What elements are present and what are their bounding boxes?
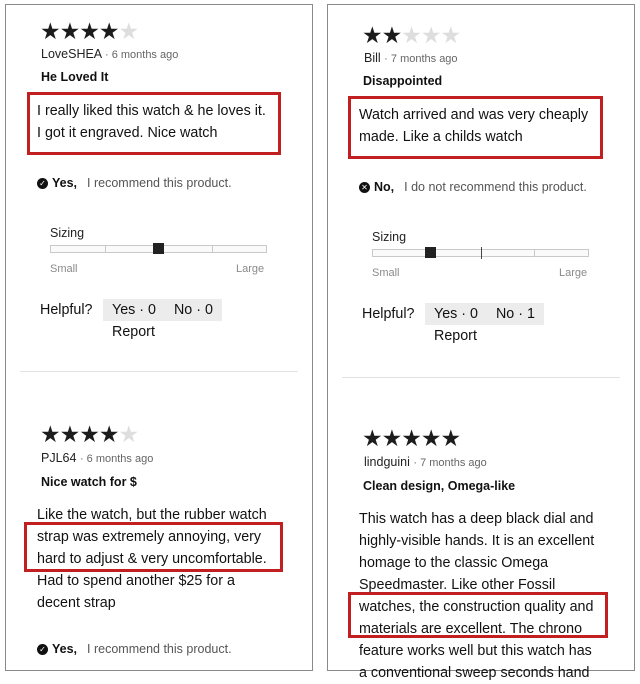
- star-filled-icon: ★: [401, 425, 421, 451]
- star-filled-icon: ★: [381, 22, 402, 48]
- highlight-box: [348, 592, 608, 638]
- star-empty-icon: ★: [440, 22, 461, 48]
- author-name[interactable]: LoveSHEA: [41, 47, 102, 61]
- star-empty-icon: ★: [401, 22, 421, 48]
- review-body-line: materials are excellent. The chrono: [359, 621, 583, 637]
- review-body-line: made. Like a childs watch: [359, 129, 523, 145]
- review-meta: Bill · 7 months ago: [364, 51, 458, 65]
- star-filled-icon: ★: [420, 425, 441, 451]
- star-empty-icon: ★: [118, 18, 139, 44]
- star-filled-icon: ★: [362, 22, 382, 48]
- sizing-max-label: Large: [236, 263, 265, 275]
- star-empty-icon: ★: [118, 421, 139, 447]
- star-rating: [362, 427, 460, 450]
- sizing-max-label: Large: [559, 267, 588, 279]
- vote-no-button[interactable]: No · 1: [495, 306, 535, 322]
- recommend-text: I recommend this product.: [87, 176, 232, 190]
- review-body-line: This watch has a deep black dial and: [359, 511, 594, 527]
- sizing-marker: [425, 247, 436, 258]
- check-circle-icon: ✓: [37, 178, 48, 189]
- star-filled-icon: ★: [59, 421, 80, 447]
- highlight-box: [348, 96, 603, 159]
- report-link[interactable]: Report: [112, 324, 155, 340]
- divider: [20, 371, 298, 372]
- recommendation: [37, 176, 232, 190]
- sizing-min-label: Small: [372, 267, 400, 279]
- review-body-line: I really liked this watch & he loves it.: [37, 103, 266, 119]
- review-body-line: Like the watch, but the rubber watch: [37, 507, 267, 523]
- check-circle-icon: ✓: [37, 644, 48, 655]
- review-meta: lindguini · 7 months ago: [364, 455, 487, 469]
- helpful-label: Helpful?: [40, 302, 93, 318]
- helpful-votes: [425, 303, 544, 325]
- review-time: 6 months ago: [86, 453, 154, 465]
- star-filled-icon: ★: [381, 425, 402, 451]
- recommend-answer: Yes,: [52, 642, 78, 656]
- vote-yes-button[interactable]: Yes · 0: [434, 306, 478, 322]
- star-filled-icon: ★: [440, 425, 461, 451]
- review-time: 7 months ago: [390, 53, 458, 65]
- recommend-answer: Yes,: [52, 176, 78, 190]
- review-body-line: Had to spend another $25 for a: [37, 573, 235, 589]
- helpful-votes: [103, 299, 222, 321]
- review-time: 7 months ago: [420, 457, 487, 469]
- recommend-text: I recommend this product.: [87, 642, 232, 656]
- review-meta: PJL64 · 6 months ago: [41, 451, 154, 465]
- star-filled-icon: ★: [40, 421, 60, 447]
- sizing-scale: [50, 245, 267, 253]
- sizing-marker: [153, 243, 164, 254]
- author-name[interactable]: PJL64: [41, 451, 77, 465]
- star-filled-icon: ★: [40, 18, 60, 44]
- star-rating: [40, 423, 138, 446]
- recommend-text: I do not recommend this product.: [404, 180, 587, 194]
- author-name[interactable]: lindguini: [364, 455, 410, 469]
- sizing-scale: [372, 249, 589, 257]
- review-headline: He Loved It: [41, 70, 109, 84]
- star-empty-icon: ★: [420, 22, 441, 48]
- author-name[interactable]: Bill: [364, 51, 381, 65]
- review-body-line: a conventional sweep seconds hand: [359, 665, 590, 681]
- star-filled-icon: ★: [362, 425, 382, 451]
- vote-no-button[interactable]: No · 0: [173, 302, 213, 318]
- star-filled-icon: ★: [79, 421, 99, 447]
- vote-yes-button[interactable]: Yes · 0: [112, 302, 156, 318]
- review-headline: Clean design, Omega-like: [363, 479, 516, 493]
- recommendation: [359, 180, 587, 194]
- review-headline: Disappointed: [363, 74, 443, 88]
- divider: [342, 377, 620, 378]
- star-filled-icon: ★: [98, 18, 119, 44]
- review-body-line: feature works well but this watch has: [359, 643, 592, 659]
- left-review-panel: [5, 4, 313, 671]
- recommend-answer: No,: [374, 180, 395, 194]
- highlight-box: [27, 92, 281, 155]
- sizing-average-tick: [481, 247, 482, 259]
- right-review-panel: [327, 4, 635, 681]
- review-body-line: watches, the construction quality and: [359, 599, 594, 615]
- review-body-line: strap was extremely annoying, very: [37, 529, 262, 545]
- star-filled-icon: ★: [79, 18, 99, 44]
- star-filled-icon: ★: [98, 421, 119, 447]
- star-filled-icon: ★: [59, 18, 80, 44]
- star-rating: [40, 20, 138, 43]
- review-body-line: I got it engraved. Nice watch: [37, 125, 218, 141]
- review-body-line: decent strap: [37, 595, 116, 611]
- star-rating: [362, 24, 460, 47]
- report-link[interactable]: Report: [434, 328, 477, 344]
- review-time: 6 months ago: [111, 49, 179, 61]
- review-body-line: highly-visible hands. It is an excellent: [359, 533, 595, 549]
- highlight-box: [24, 522, 283, 572]
- review-body-line: Watch arrived and was very cheaply: [359, 107, 589, 123]
- review-body-line: homage to the classic Omega: [359, 555, 549, 571]
- sizing-label: Sizing: [50, 226, 85, 240]
- review-headline: Nice watch for $: [41, 475, 137, 489]
- helpful-label: Helpful?: [362, 306, 415, 322]
- review-body-line: hard to adjust & very uncomfortable.: [37, 551, 267, 567]
- sizing-min-label: Small: [50, 263, 78, 275]
- sizing-label: Sizing: [372, 230, 407, 244]
- recommendation: [37, 642, 232, 656]
- review-body-line: Speedmaster. Like other Fossil: [359, 577, 556, 593]
- x-circle-icon: ✕: [359, 182, 370, 193]
- review-meta: LoveSHEA · 6 months ago: [41, 47, 179, 61]
